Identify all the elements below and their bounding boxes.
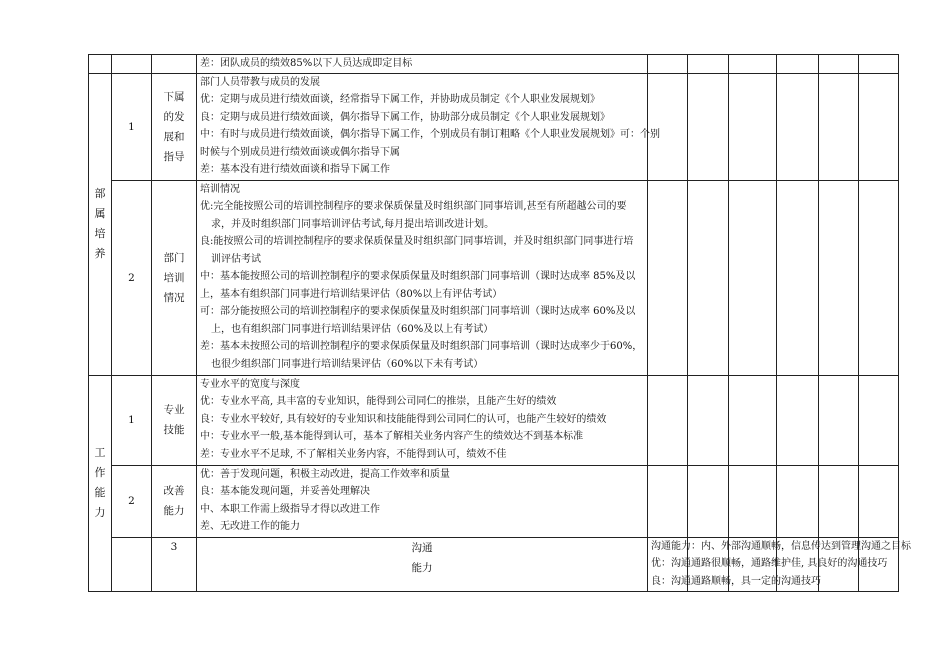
item-name: 下属 的发 展和 指导 bbox=[152, 73, 197, 180]
criteria-cell bbox=[648, 537, 911, 591]
table-row bbox=[89, 180, 899, 375]
criteria-line: 中：基本能按照公司的培训控制程序的要求保质保量及时组织部门同事培训（课时达成率 85%及以 bbox=[200, 271, 636, 282]
table-row bbox=[89, 537, 899, 591]
category-work-ability: 工 作 能 力 bbox=[89, 375, 112, 591]
criteria-line: 中：有时与成员进行绩效面谈，偶尔指导下属工作，个别成员有制订粗略《个人职业发展规划》可：个别 bbox=[200, 129, 660, 140]
criteria-line: 中：专业水平一般,基本能得到认可，基本了解相关业务内容产生的绩效达不到基本标准 bbox=[200, 431, 584, 442]
criteria-line: 差：专业水平不足球, 不了解相关业务内容，不能得到认可，绩效不佳 bbox=[200, 448, 507, 460]
criteria-line: 可：部分能按照公司的培训控制程序的要求保质保量及时组织部门同事培训（课时达成率 60%及以 bbox=[200, 306, 636, 317]
criteria-cell bbox=[197, 375, 648, 465]
category-subordinate-training: 部 属 培 养 bbox=[89, 73, 112, 375]
criteria-line: 差、无改进工作的能力 bbox=[200, 521, 300, 532]
criteria-line: 良:能按照公司的培训控制程序的要求保质保量及时组织部门同事培训，并及时组织部门同事进行培 bbox=[200, 236, 634, 247]
table-row bbox=[89, 73, 899, 180]
table-row bbox=[89, 55, 899, 74]
criteria-line: 部门人员带教与成员的发展 bbox=[200, 76, 320, 88]
criteria-line: 优：专业水平高, 具丰富的专业知识，能得到公司同仁的推崇，且能产生好的绩效 bbox=[200, 396, 557, 407]
table-row bbox=[89, 375, 899, 465]
criteria-line: 训评估考试 bbox=[211, 253, 261, 265]
item-number: 3 bbox=[152, 537, 197, 591]
item-number: 2 bbox=[112, 180, 152, 375]
item-name: 改善 能力 bbox=[152, 465, 197, 537]
criteria-line: 求，并及时组织部门同事培训评估考试,每月提出培训改进计划。 bbox=[211, 218, 495, 230]
criteria-line: 良：沟通通路顺畅，具一定的沟通技巧 bbox=[651, 575, 821, 587]
criteria-cell bbox=[197, 465, 648, 537]
criteria-cell bbox=[197, 73, 660, 180]
item-number: 1 bbox=[112, 375, 152, 465]
criteria-line: 良：基本能发现问题，并妥善处理解决 bbox=[200, 486, 370, 497]
criteria-cell bbox=[197, 180, 648, 375]
criteria-line: 上，也有组织部门同事进行培训结果评估（60%及以上有考试） bbox=[211, 323, 494, 335]
item-number: 1 bbox=[112, 73, 152, 180]
item-name: 沟通 能力 bbox=[197, 537, 648, 591]
criteria-line: 中、本职工作需上级指导才得以改进工作 bbox=[200, 503, 380, 515]
criteria-line: 沟通能力：内、外部沟通顺畅，信息传达到管理沟通之目标 bbox=[651, 540, 911, 552]
criteria-line: 良：定期与成员进行绩效面谈，偶尔指导下属工作，协助部分成员制定《个人职业发展规划》 bbox=[200, 111, 610, 123]
criteria-line: 培训情况 bbox=[200, 183, 240, 195]
item-number: 2 bbox=[112, 465, 152, 537]
criteria-line: 差：基本没有进行绩效面谈和指导下属工作 bbox=[200, 164, 390, 175]
criteria-line: 时候与个别成员进行绩效面谈或偶尔指导下属 bbox=[200, 146, 400, 158]
criteria-line: 优：善于发现问题，积极主动改进，提高工作效率和质量 bbox=[200, 468, 450, 480]
item-name: 专业 技能 bbox=[152, 375, 197, 465]
criteria-line: 优:完全能按照公司的培训控制程序的要求保质保量及时组织部门同事培训,甚至有所超越公司的要 bbox=[200, 201, 627, 212]
item-name: 部门 培训 情况 bbox=[152, 180, 197, 375]
criteria-line: 专业水平的宽度与深度 bbox=[200, 378, 300, 390]
table-row bbox=[89, 465, 899, 537]
criteria-line: 差：基本未按照公司的培训控制程序的要求保质保量及时组织部门同事培训（课时达成率少于60%， bbox=[200, 341, 643, 352]
criteria-line: 优：沟通通路很顺畅，通路维护佳, 具良好的沟通技巧 bbox=[651, 558, 888, 569]
criteria-line: 优：定期与成员进行绩效面谈，经常指导下属工作，并协助成员制定《个人职业发展规划》 bbox=[200, 94, 600, 105]
criteria-line: 差：团队成员的绩效85%以下人员达成即定目标 bbox=[200, 58, 413, 69]
criteria-line: 也很少组织部门同事进行培训结果评估（60%以下未有考试） bbox=[211, 358, 484, 370]
evaluation-table bbox=[88, 54, 911, 592]
criteria-line: 上，基本有组织部门同事进行培训结果评估（80%以上有评估考试） bbox=[200, 288, 503, 300]
criteria-cell bbox=[197, 55, 648, 74]
criteria-line: 良：专业水平较好, 具有较好的专业知识和技能能得到公司同仁的认可，也能产生较好的绩效 bbox=[200, 413, 607, 425]
